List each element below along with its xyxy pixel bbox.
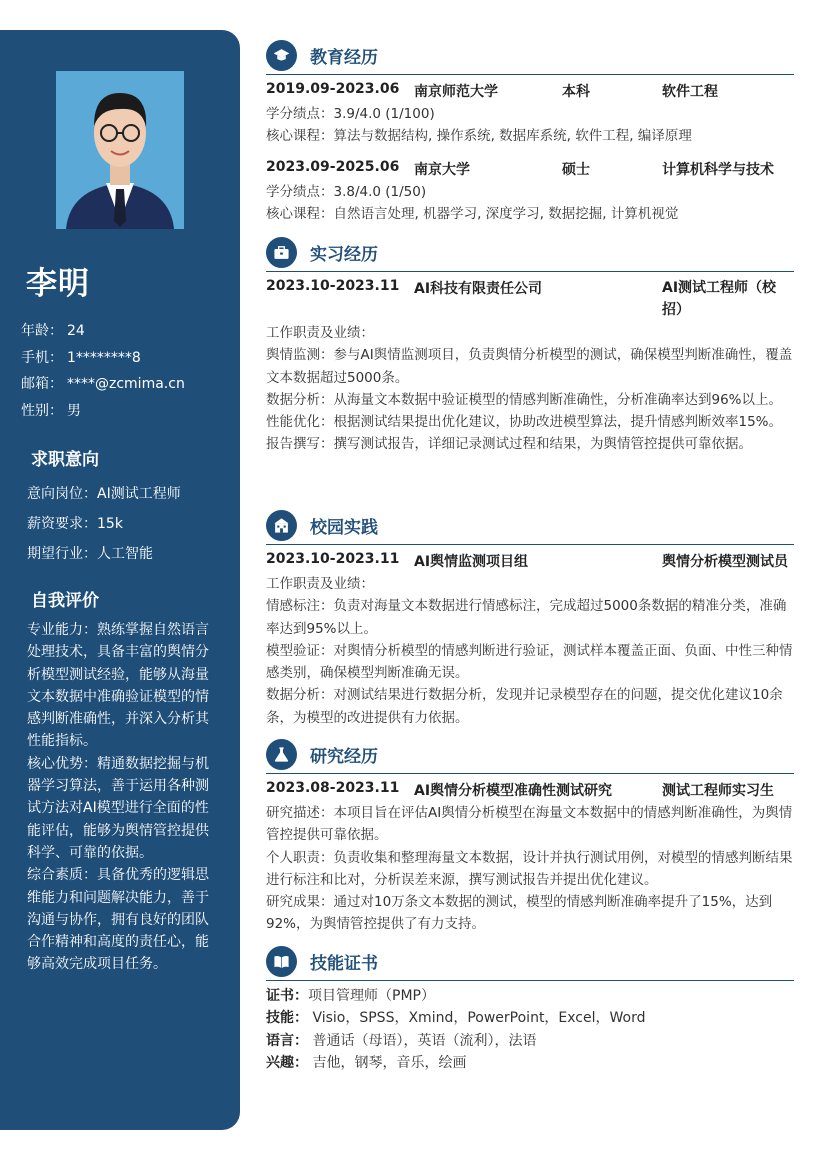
- intent-industry: 期望行业：人工智能: [27, 546, 153, 562]
- research-title: 研究经历: [310, 747, 378, 767]
- self-eval-paragraph: 专业能力：熟练掌握自然语言处理技术，具备丰富的舆情分析模型测试经验，能够从海量文本数据中准确验证模型的情感判断准确性，并深入分析其性能指标。: [27, 622, 209, 750]
- intent-position: 意向岗位：AI测试工程师: [27, 486, 181, 502]
- education-details: 学分绩点：3.9/4.0 (1/100) 核心课程：算法与数据结构, 操作系统, 数据库系统, 软件工程, 编译原理: [266, 106, 692, 145]
- personal-info: [21, 320, 185, 426]
- skill-row: 技能： Visio，SPSS，Xmind，PowerPoint，Excel，Word: [266, 1010, 646, 1027]
- research-section-header: [266, 739, 794, 774]
- info-gender: 性别： 男: [21, 402, 81, 419]
- campus-title: 校园实践: [310, 518, 378, 538]
- skills-title: 技能证书: [310, 954, 378, 974]
- campus-details: 工作职责及业绩： 情感标注：负责对海量文本数据进行情感标注，完成超过5000条数据的精准分类，准确率达到95%以上。 模型验证：对舆情分析模型的情感判断进行验证，测试样本覆盖正面、负面、中性三种情感类别，确保模型判断准确无误。 数据分析：对测试结果进行数据分析，发现并记录模型存在的问题，提交优化建议10余条，为模型的改进提供有力依据。: [266, 576, 793, 726]
- self-eval-text: [27, 619, 219, 976]
- campus-section-header: [266, 510, 794, 545]
- self-eval-paragraph: 核心优势：精通数据挖掘与机器学习算法，善于运用各种测试方法对AI模型进行全面的性能评估，能够为舆情管控提供科学、可靠的依据。: [27, 755, 209, 861]
- campus-entry: 2023.10-2023.11 AI舆情监测项目组 舆情分析模型测试员: [266, 551, 788, 570]
- flask-icon: [273, 746, 290, 763]
- profile-photo: [56, 71, 184, 229]
- skills-section-header: [266, 946, 794, 981]
- internship-entry: 2023.10-2023.11 AI科技有限责任公司 AI测试工程师（校招）: [266, 278, 777, 318]
- candidate-name: 李明: [26, 266, 90, 302]
- building-icon: [273, 517, 290, 534]
- intent-salary: 薪资要求：15k: [27, 516, 123, 532]
- skill-row: 语言： 普通话（母语），英语（流利），法语: [266, 1032, 537, 1049]
- education-entry: 2019.09-2023.06 南京师范大学 本科 软件工程: [266, 81, 718, 100]
- self-eval-paragraph: 综合素质：具备优秀的逻辑思维能力和问题解决能力，善于沟通与协作，拥有良好的团队合作精神和高度的责任心，能够高效完成项目任务。: [27, 867, 209, 973]
- intent-heading: 求职意向: [31, 450, 99, 470]
- graduation-cap-icon: [273, 47, 290, 64]
- education-details: 学分绩点：3.8/4.0 (1/50) 核心课程：自然语言处理, 机器学习, 深度学习, 数据挖掘, 计算机视觉: [266, 184, 679, 223]
- internship-details: 工作职责及业绩： 舆情监测：参与AI舆情监测项目，负责舆情分析模型的测试，确保模型判断准确性，覆盖文本数据超过5000条。 数据分析：从海量文本数据中验证模型的情感判断准确性，分析准确率达到96%以上。 性能优化：根据测试结果提出优化建议，协助改进模型算法，提升情感判断效率15%。 报告撰写：撰写测试报告，详细记录测试过程和结果，为舆情管控提供可靠依据。: [266, 325, 793, 453]
- briefcase-icon: [273, 244, 290, 261]
- internship-section-header: [266, 237, 794, 272]
- info-email: 邮箱： ****@zcmima.cn: [21, 376, 185, 392]
- skills-list: [266, 985, 646, 1074]
- info-phone: 手机： 1********8: [21, 349, 141, 366]
- intent-list: [27, 483, 181, 573]
- research-entry: 2023.08-2023.11 AI舆情分析模型准确性测试研究 测试工程师实习生: [266, 780, 774, 799]
- research-details: 研究描述：本项目旨在评估AI舆情分析模型在海量文本数据中的情感判断准确性，为舆情管控提供可靠依据。 个人职责：负责收集和整理海量文本数据，设计并执行测试用例，对模型的情感判断结果进行标注和比对，分析误差来源，撰写测试报告并提出优化建议。 研究成果：通过对10万条文本数据的测试，模型的情感判断准确率提升了15%，达到92%，为舆情管控提供了有力支持。: [266, 805, 793, 933]
- book-icon: [273, 953, 290, 970]
- internship-title: 实习经历: [310, 245, 378, 265]
- skill-row: 证书：项目管理师（PMP）: [266, 988, 435, 1004]
- sidebar: [0, 30, 240, 1130]
- education-entry: 2023.09-2025.06 南京大学 硕士 计算机科学与技术: [266, 159, 774, 178]
- skill-row: 兴趣： 吉他，钢琴，音乐，绘画: [266, 1054, 467, 1071]
- education-section-header: [266, 40, 794, 75]
- self-eval-heading: 自我评价: [31, 591, 99, 611]
- education-title: 教育经历: [310, 48, 378, 68]
- info-age: 年龄： 24: [21, 323, 85, 339]
